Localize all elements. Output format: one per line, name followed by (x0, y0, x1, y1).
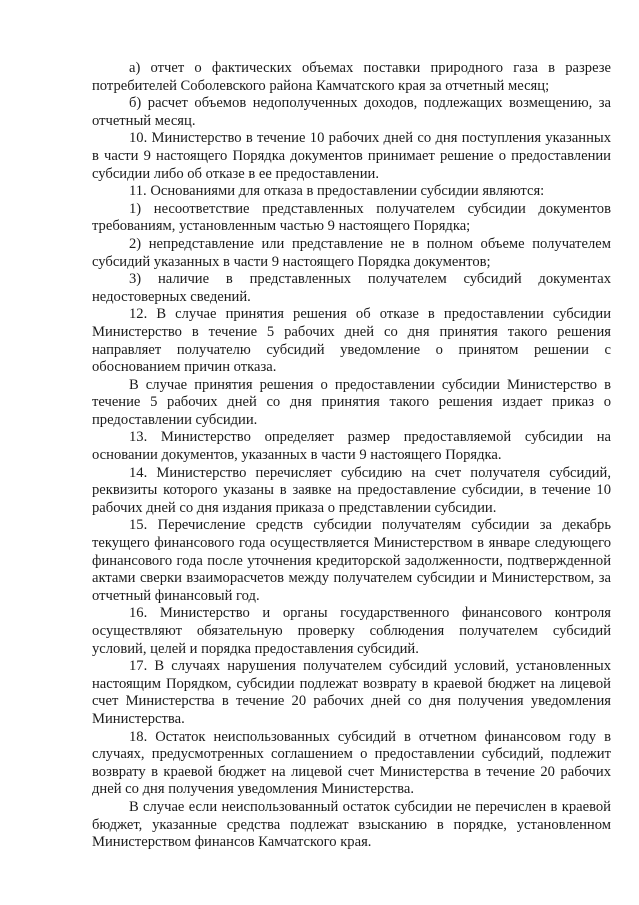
paragraph-17: 17. В случаях нарушения получателем субсидий условий, установленных настоящим Порядком, субсидии подлежат возврату в краевой бюджет на лицевой счет Министерства в течение 20 рабочих дней со дня получения уведомления Министерства. (92, 658, 611, 727)
paragraph-12: 12. В случае принятия решения об отказе в предоставлении субсидии Министерство в течение 5 рабочих дней со дня принятия такого решения направляет получателю субсидий уведомление о принятом решении с обоснованием причин отказа. (92, 306, 611, 376)
paragraph-15: 15. Перечисление средств субсидии получателям субсидии за декабрь текущего финансового года осуществляется Министерством в январе следующего финансового года после уточнения кредиторской задолженности, подтвержденной актами сверки взаиморасчетов между получателем субсидии и Министерством, за отчетный финансовый год. (92, 517, 611, 604)
paragraph-11-1: 1) несоответствие представленных получателем субсидии документов требованиям, установленным частью 9 настоящего Порядка; (92, 200, 611, 235)
paragraph-18: 18. Остаток неиспользованных субсидий в отчетном финансовом году в случаях, предусмотренных соглашением о предоставлении субсидий, подлежит возврату в краевой бюджет на лицевой счет Министерства в течение 20 рабочих дней со дня получения уведомления Министерства. (92, 728, 611, 798)
paragraph-11-2: 2) непредставление или представление не в полном объеме получателем субсидий указанных в части 9 настоящего Порядка документов; (92, 235, 611, 270)
paragraph-18-second: В случае если неиспользованный остаток субсидии не перечислен в краевой бюджет, указанные средства подлежат взысканию в порядке, установленном Министерством финансов Камчатского края. (92, 798, 611, 851)
document-body (92, 60, 611, 852)
paragraph-11-3: 3) наличие в представленных получателем субсидий документах недостоверных сведений. (92, 271, 611, 305)
paragraph-11: 11. Основаниями для отказа в предоставлении субсидии являются: (129, 183, 545, 200)
paragraph-12-second: В случае принятия решения о предоставлении субсидии Министерство в течение 5 рабочих дней со дня принятия такого решения издает приказ о предоставлении субсидии. (92, 376, 611, 428)
paragraph-16: 16. Министерство и органы государственного финансового контроля осуществляют обязательную проверку соблюдения получателем субсидий условий, целей и порядка предоставления субсидий. (92, 605, 611, 657)
paragraph-9a: а) отчет о фактических объемах поставки природного газа в разрезе потребителей Соболевского района Камчатского края за отчетный месяц; (92, 60, 611, 94)
paragraph-10: 10. Министерство в течение 10 рабочих дней со дня поступления указанных в части 9 настоящего Порядка документов принимает решение о предоставлении субсидии либо об отказе в ее предоставлении. (92, 130, 611, 182)
paragraph-14: 14. Министерство перечисляет субсидию на счет получателя субсидий, реквизиты которого указаны в заявке на предоставление субсидии, в течение 10 рабочих дней со дня издания приказа о представлении субсидии. (92, 464, 611, 516)
paragraph-9b: б) расчет объемов недополученных доходов, подлежащих возмещению, за отчетный месяц. (92, 95, 611, 129)
paragraph-13: 13. Министерство определяет размер предоставляемой субсидии на основании документов, указанных в части 9 настоящего Порядка. (92, 429, 611, 464)
